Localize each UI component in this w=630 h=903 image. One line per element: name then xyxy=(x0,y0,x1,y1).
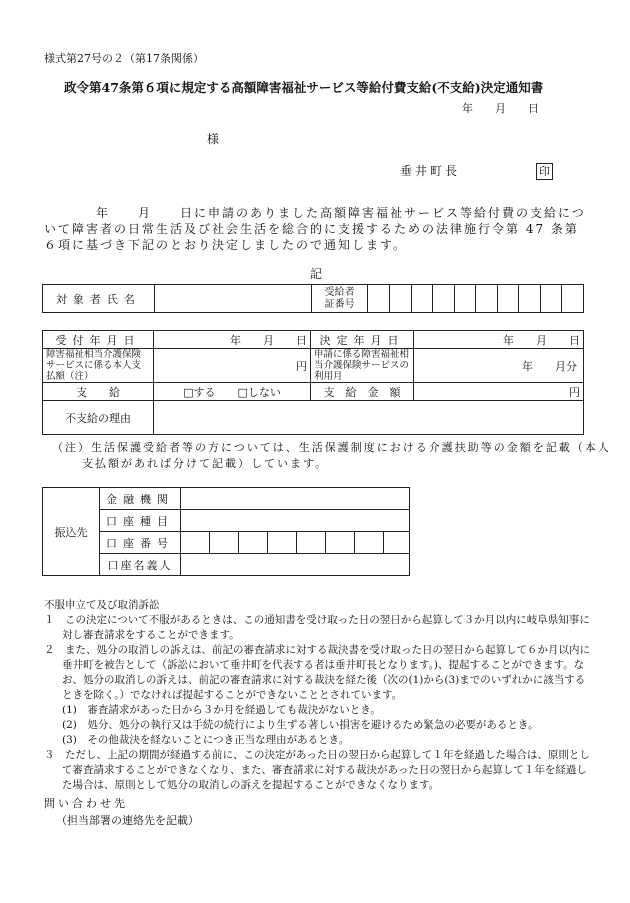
payment-amount-field[interactable]: 円 xyxy=(414,383,584,401)
burden-label: 障害福祉相当介護保険サービスに係る本人支払額（注） xyxy=(43,349,154,383)
appeal-section xyxy=(44,598,594,793)
recipient-no-digit[interactable] xyxy=(389,285,411,313)
appeal-item-2-1: (1) 審査請求があった日から３か月を経過しても裁決がないとき。 xyxy=(62,704,381,716)
recipient-no-digit[interactable] xyxy=(433,285,455,313)
usage-month-field[interactable]: 年 月分 xyxy=(414,349,584,383)
reason-field[interactable] xyxy=(154,401,584,435)
seal-mark: 印 xyxy=(536,163,553,180)
account-type-label: 口座種目 xyxy=(100,510,181,532)
bank-field[interactable] xyxy=(181,488,410,510)
recipient-no-digit[interactable] xyxy=(562,285,584,313)
account-type-field[interactable] xyxy=(181,510,410,532)
account-no-label: 口座番号 xyxy=(100,532,181,554)
form-number: 様式第27号の２（第17条関係） xyxy=(44,52,204,65)
account-no-digit[interactable] xyxy=(239,532,268,554)
recipient-no-digit[interactable] xyxy=(368,285,390,313)
appeal-item-2: ２ また、処分の取消しの訴えは、前記の審査請求に対する裁決書を受け取った日の翌日から起算して６か月以内に垂井町を被告として（訴訟において垂井町を代表する者は垂井町長となります。)、提起することができます。なお、処分の取消しの訴えは、前記の審査請求に対する裁決を経た後（次の(1)から(3)までのいずれかに該当するときを除く。）でなければ提起することができないこととされています。 xyxy=(44,644,590,701)
decision-date-field[interactable]: 年 月 日 xyxy=(414,331,584,349)
account-no-digit[interactable] xyxy=(268,532,297,554)
account-no-digit[interactable] xyxy=(297,532,326,554)
date-line: 年 月 日 xyxy=(462,102,539,115)
account-holder-label: 口座名義人 xyxy=(100,554,181,576)
transfer-label: 振込先 xyxy=(43,488,100,576)
payment-amount-label: 支 給 金 額 xyxy=(311,383,414,401)
recipient-no-digit[interactable] xyxy=(411,285,433,313)
payment-yes-checkbox[interactable]: □する xyxy=(183,385,216,399)
recipient-no-digit[interactable] xyxy=(519,285,541,313)
subject-table xyxy=(42,284,584,313)
burden-field[interactable]: 円 xyxy=(154,349,311,383)
transfer-table xyxy=(42,487,410,576)
contact-note: （担当部署の連絡先を記載） xyxy=(56,814,199,827)
account-holder-field[interactable] xyxy=(181,554,410,576)
reason-label: 不支給の理由 xyxy=(43,401,154,435)
recipient-no-digit[interactable] xyxy=(476,285,498,313)
seal-box xyxy=(536,160,553,180)
account-no-digit[interactable] xyxy=(181,532,210,554)
appeal-item-2-3: (3) その他裁決を経ないことにつき正当な理由があるとき。 xyxy=(62,734,350,746)
issuer: 垂井町長 xyxy=(400,164,461,178)
account-no-digit[interactable] xyxy=(384,532,410,554)
appeal-item-1: １ この決定について不服があるときは、この通知書を受け取った日の翌日から起算して３か月以内に岐阜県知事に対し審査請求をすることができます。 xyxy=(44,614,590,641)
recipient-no-digit[interactable] xyxy=(454,285,476,313)
ki-label: 記 xyxy=(310,267,323,281)
page-title: 政令第47条第６項に規定する高額障害福祉サービス等給付費支給(不支給)決定通知書 xyxy=(64,80,544,95)
payment-choice[interactable] xyxy=(154,383,311,401)
received-date-label: 受付年月日 xyxy=(43,331,154,349)
appeal-title: 不服申立て及び取消訴訟 xyxy=(44,599,160,611)
note-text: （注）生活保護受給者等の方については、生活保護制度における介護扶助等の金額を記載（本人支払額があれば分けて記載）しています。 xyxy=(52,441,611,470)
recipient-no-digit[interactable] xyxy=(497,285,519,313)
contact-title: 問い合わせ先 xyxy=(44,797,128,810)
payment-label: 支 給 xyxy=(43,383,154,401)
usage-month-label: 申請に係る障害福祉相当介護保険サービスの利用月 xyxy=(311,349,414,383)
subject-name-label: 対象者氏名 xyxy=(43,285,155,313)
payment-no-checkbox[interactable]: □しない xyxy=(237,385,281,399)
bank-label: 金融機関 xyxy=(100,488,181,510)
decision-date-label: 決定年月日 xyxy=(311,331,414,349)
addressee-suffix: 様 xyxy=(207,132,220,146)
recipient-no-digit[interactable] xyxy=(540,285,562,313)
account-no-digit[interactable] xyxy=(326,532,355,554)
subject-name-field[interactable] xyxy=(154,285,311,313)
recipient-no-label: 受給者 証番号 xyxy=(311,285,367,313)
appeal-item-2-2: (2) 処分、処分の執行又は手続の続行により生ずる著しい損害を避けるため緊急の必要があるとき。 xyxy=(62,719,539,731)
account-no-digit[interactable] xyxy=(355,532,384,554)
account-no-digit[interactable] xyxy=(210,532,239,554)
appeal-item-3: ３ ただし、上記の期間が経過する前に、この決定があった日の翌日から起算して１年を経過した場合は、原則として審査請求することができなくなり、また、審査請求に対する裁決があった日の翌日から起算して１年を経過した場合は、原則として処分の取消しの訴えを提起することができなくなります。 xyxy=(44,749,590,791)
decision-table xyxy=(42,330,584,435)
intro-text: 年 月 日に申請のありました高額障害福祉サービス等給付費の支給について障害者の日常生活及び社会生活を総合的に支援するための法律施行令第 47 条第６項に基づき下記のとおり決定しましたので通知します。 xyxy=(44,206,586,252)
received-date-field[interactable]: 年 月 日 xyxy=(154,331,311,349)
